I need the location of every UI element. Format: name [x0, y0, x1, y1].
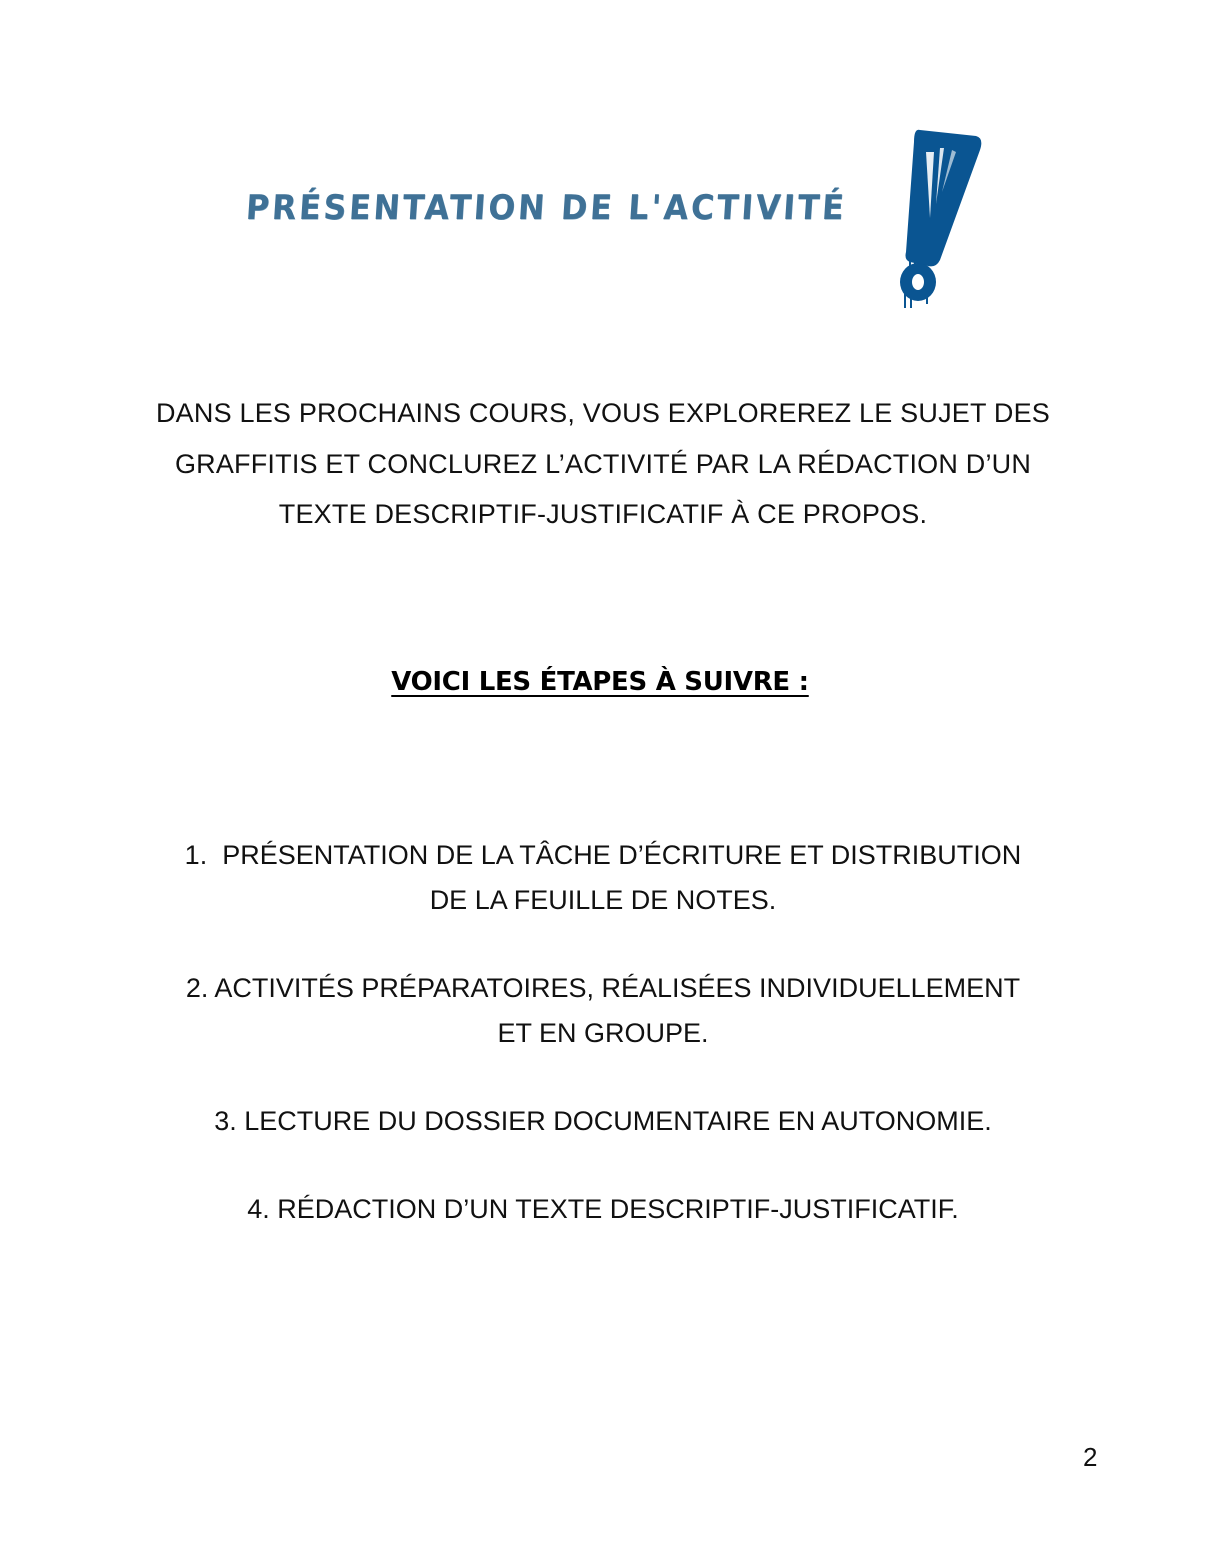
- exclamation-graffiti-icon: [896, 122, 988, 310]
- step-item-2: [60, 966, 1146, 1056]
- intro-line: TEXTE DESCRIPTIF-JUSTIFICATIF À CE PROPOS.: [278, 499, 928, 529]
- step-line: 4. RÉDACTION D’UN TEXTE DESCRIPTIF-JUSTIFICATIF.: [247, 1194, 959, 1224]
- step-item-3: [60, 1099, 1146, 1144]
- step-line: 2. ACTIVITÉS PRÉPARATOIRES, RÉALISÉES INDIVIDUELLEMENT: [185, 973, 1021, 1003]
- step-line: 3. LECTURE DU DOSSIER DOCUMENTAIRE EN AUTONOMIE.: [214, 1106, 992, 1136]
- step-line: ET EN GROUPE.: [497, 1018, 709, 1048]
- steps-heading-text: VOICI LES ÉTAPES À SUIVRE :: [391, 667, 809, 697]
- page-title: PRÉSENTATION DE L'ACTIVITÉ: [244, 188, 848, 228]
- step-line: 1. PRÉSENTATION DE LA TÂCHE D’ÉCRITURE ET DISTRIBUTION: [184, 840, 1022, 870]
- steps-heading: [0, 664, 1200, 700]
- step-item-1: [60, 833, 1146, 923]
- intro-line: GRAFFITIS ET CONCLUREZ L’ACTIVITÉ PAR LA RÉDACTION D’UN: [174, 448, 1032, 479]
- title-block: [246, 186, 892, 230]
- step-line: DE LA FEUILLE DE NOTES.: [429, 885, 777, 915]
- intro-line: DANS LES PROCHAINS COURS, VOUS EXPLOREREZ LE SUJET DES: [155, 398, 1051, 428]
- step-item-4: [60, 1187, 1146, 1232]
- page-number: 2: [1083, 1442, 1098, 1472]
- intro-paragraph: [60, 388, 1146, 540]
